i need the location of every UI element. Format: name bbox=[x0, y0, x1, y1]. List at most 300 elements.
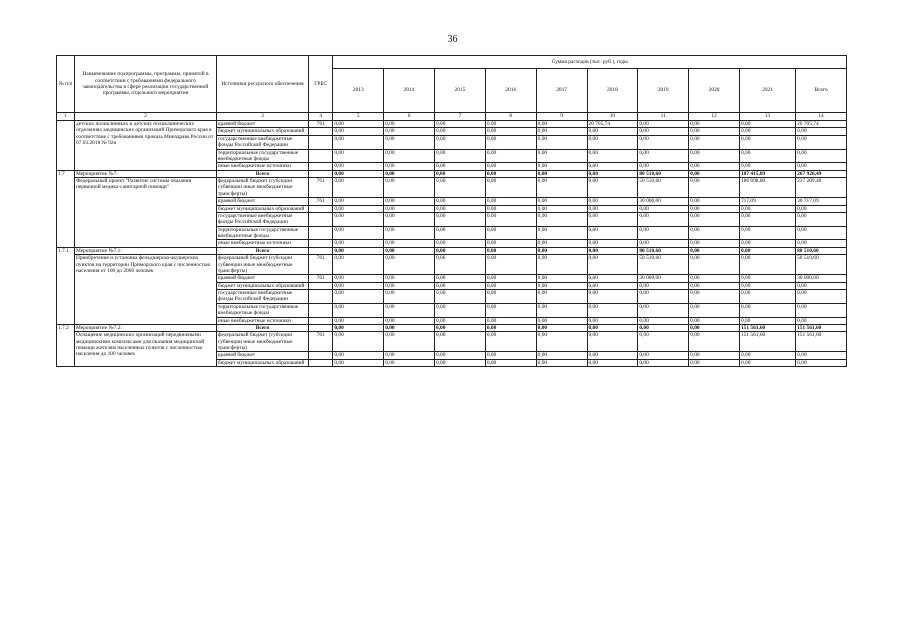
value-cell: 0,00 bbox=[796, 212, 847, 226]
total-value: 0,00 bbox=[333, 247, 384, 254]
column-number: 14 bbox=[796, 113, 847, 121]
value-cell: 0,00 bbox=[536, 303, 587, 317]
grbs-cell bbox=[309, 359, 333, 366]
value-cell: 0,00 bbox=[689, 121, 740, 128]
value-cell: 0,00 bbox=[435, 290, 486, 304]
source-cell: бюджет муниципальных образований bbox=[216, 205, 308, 212]
value-cell: 0,00 bbox=[384, 255, 435, 275]
value-cell: 0,00 bbox=[587, 163, 638, 170]
value-cell: 0,00 bbox=[796, 359, 847, 366]
value-cell: 0,00 bbox=[536, 240, 587, 247]
value-cell: 0,00 bbox=[435, 275, 486, 282]
value-cell: 0,00 bbox=[485, 198, 536, 205]
item-number: 1.7.2 bbox=[57, 324, 75, 366]
total-row bbox=[57, 247, 847, 254]
value-cell: 0,00 bbox=[536, 317, 587, 324]
total-value: 0,00 bbox=[689, 247, 740, 254]
item-name: Оснащение медицинских организаций передвижными медицинскими комплексами для оказания медицинской помощи жителям населенных пунктов с численностью населения до 100 человек bbox=[75, 332, 217, 367]
value-cell: 237 209,40 bbox=[796, 178, 847, 198]
total-value: 0,00 bbox=[536, 247, 587, 254]
value-cell: 0,00 bbox=[739, 303, 795, 317]
value-cell: 0,00 bbox=[333, 352, 384, 359]
value-cell: 0,00 bbox=[485, 332, 536, 352]
value-cell: 0,00 bbox=[796, 163, 847, 170]
value-cell: 0,00 bbox=[689, 163, 740, 170]
value-cell: 0,00 bbox=[384, 303, 435, 317]
value-cell: 0,00 bbox=[536, 205, 587, 212]
value-cell: 0,00 bbox=[384, 135, 435, 149]
total-value: 0,00 bbox=[384, 324, 435, 331]
grbs-cell: 761 bbox=[309, 178, 333, 198]
total-value: 80 510,60 bbox=[638, 247, 689, 254]
value-cell: 0,00 bbox=[638, 212, 689, 226]
value-cell: 0,00 bbox=[485, 163, 536, 170]
column-number: 13 bbox=[739, 113, 795, 121]
value-cell: 30 000,00 bbox=[638, 198, 689, 205]
value-cell: 0,00 bbox=[333, 121, 384, 128]
value-cell: 0,00 bbox=[689, 178, 740, 198]
header-year: 2018 bbox=[587, 69, 638, 113]
value-cell: 30 717,09 bbox=[796, 198, 847, 205]
source-cell: государственные внебюджетные фонды Российской Федерации bbox=[216, 135, 308, 149]
value-cell: 0,00 bbox=[587, 275, 638, 282]
column-number: 7 bbox=[435, 113, 486, 121]
value-cell: 0,00 bbox=[384, 359, 435, 366]
value-cell: 0,00 bbox=[587, 359, 638, 366]
source-cell: иные внебюджетные источники bbox=[216, 240, 308, 247]
value-cell: 0,00 bbox=[638, 317, 689, 324]
value-cell: 0,00 bbox=[536, 255, 587, 275]
value-cell: 20 705,74 bbox=[587, 121, 638, 128]
value-cell: 0,00 bbox=[689, 226, 740, 240]
header-year: 2020 bbox=[689, 69, 740, 113]
item-title: Мероприятие №7: bbox=[75, 170, 217, 177]
value-cell: 0,00 bbox=[384, 290, 435, 304]
total-value: 0,00 bbox=[689, 170, 740, 177]
header-source: Источники ресурсного обеспечения bbox=[216, 56, 308, 113]
column-numbers-row bbox=[57, 113, 847, 121]
value-cell: 0,00 bbox=[384, 282, 435, 289]
total-value: 0,00 bbox=[536, 324, 587, 331]
value-cell: 0,00 bbox=[587, 303, 638, 317]
value-cell: 0,00 bbox=[638, 135, 689, 149]
value-cell: 0,00 bbox=[384, 128, 435, 135]
value-cell: 30 000,00 bbox=[638, 275, 689, 282]
value-cell: 0,00 bbox=[435, 282, 486, 289]
value-cell: 0,00 bbox=[536, 226, 587, 240]
value-cell: 0,00 bbox=[333, 317, 384, 324]
value-cell: 0,00 bbox=[689, 205, 740, 212]
value-cell: 0,00 bbox=[796, 149, 847, 163]
value-cell: 0,00 bbox=[485, 255, 536, 275]
value-cell: 0,00 bbox=[485, 128, 536, 135]
total-value: 0,00 bbox=[536, 170, 587, 177]
value-cell: 0,00 bbox=[587, 178, 638, 198]
value-cell: 0,00 bbox=[638, 290, 689, 304]
header-grbs: ГРБС bbox=[309, 56, 333, 113]
value-cell: 0,00 bbox=[536, 198, 587, 205]
value-cell: 0,00 bbox=[739, 205, 795, 212]
value-cell: 0,00 bbox=[689, 275, 740, 282]
value-cell: 0,00 bbox=[485, 240, 536, 247]
value-cell: 0,00 bbox=[333, 240, 384, 247]
value-cell: 0,00 bbox=[587, 255, 638, 275]
grbs-cell bbox=[309, 163, 333, 170]
total-value: 0,00 bbox=[739, 247, 795, 254]
source-cell: бюджет муниципальных образований bbox=[216, 282, 308, 289]
total-value: 0,00 bbox=[689, 324, 740, 331]
value-cell: 0,00 bbox=[435, 255, 486, 275]
total-value: 151 561,60 bbox=[739, 324, 795, 331]
total-value: 0,00 bbox=[384, 170, 435, 177]
column-number: 2 bbox=[75, 113, 217, 121]
grbs-cell: 761 bbox=[309, 198, 333, 205]
value-cell: 0,00 bbox=[485, 178, 536, 198]
header-sum: Сумма расходов (тыс. руб.), годы bbox=[333, 56, 847, 69]
value-cell: 0,00 bbox=[536, 359, 587, 366]
column-number: 8 bbox=[485, 113, 536, 121]
column-number: 11 bbox=[638, 113, 689, 121]
value-cell: 50 510,60 bbox=[796, 255, 847, 275]
item-number bbox=[57, 121, 75, 171]
header-year: Всего bbox=[796, 69, 847, 113]
column-number: 4 bbox=[309, 113, 333, 121]
value-cell: 0,00 bbox=[333, 255, 384, 275]
grbs-cell bbox=[309, 135, 333, 149]
source-cell: территориальные государственные внебюджетные фонды bbox=[216, 303, 308, 317]
header-year: 2016 bbox=[485, 69, 536, 113]
value-cell: 0,00 bbox=[587, 226, 638, 240]
total-row bbox=[57, 170, 847, 177]
value-cell: 0,00 bbox=[689, 149, 740, 163]
value-cell: 0,00 bbox=[638, 303, 689, 317]
grbs-cell bbox=[309, 170, 333, 177]
total-value: 267 926,49 bbox=[796, 170, 847, 177]
total-value: 0,00 bbox=[435, 170, 486, 177]
value-cell: 0,00 bbox=[796, 226, 847, 240]
total-value: 0,00 bbox=[384, 247, 435, 254]
value-cell: 0,00 bbox=[435, 149, 486, 163]
value-cell: 0,00 bbox=[536, 178, 587, 198]
item-title: Мероприятие №7.1: bbox=[75, 247, 217, 254]
grbs-cell: 761 bbox=[309, 275, 333, 282]
value-cell: 0,00 bbox=[689, 359, 740, 366]
grbs-cell bbox=[309, 290, 333, 304]
column-number: 5 bbox=[333, 113, 384, 121]
value-cell: 0,00 bbox=[333, 163, 384, 170]
value-cell: 0,00 bbox=[739, 282, 795, 289]
value-cell: 0,00 bbox=[638, 282, 689, 289]
value-cell: 0,00 bbox=[485, 135, 536, 149]
item-name: Приобретение и установка фельдшерско-акушерских пунктов на территории Приморского края с численностью населения от 100 до 2000 человек bbox=[75, 255, 217, 325]
value-cell: 0,00 bbox=[689, 212, 740, 226]
value-cell: 0,00 bbox=[435, 303, 486, 317]
value-cell: 0,00 bbox=[587, 205, 638, 212]
total-label: Всего bbox=[216, 247, 308, 254]
value-cell: 0,00 bbox=[796, 290, 847, 304]
value-cell: 0,00 bbox=[485, 205, 536, 212]
value-cell: 0,00 bbox=[485, 226, 536, 240]
value-cell: 0,00 bbox=[796, 303, 847, 317]
value-cell: 0,00 bbox=[587, 198, 638, 205]
column-number: 3 bbox=[216, 113, 308, 121]
value-cell: 0,00 bbox=[536, 290, 587, 304]
value-cell: 0,00 bbox=[638, 163, 689, 170]
total-value: 0,00 bbox=[587, 247, 638, 254]
total-value: 0,00 bbox=[333, 170, 384, 177]
source-cell: бюджет муниципальных образований bbox=[216, 128, 308, 135]
value-cell: 0,00 bbox=[739, 352, 795, 359]
total-value: 0,00 bbox=[485, 170, 536, 177]
value-cell: 151 561,60 bbox=[739, 332, 795, 352]
value-cell: 0,00 bbox=[689, 135, 740, 149]
value-cell: 0,00 bbox=[333, 149, 384, 163]
value-cell: 0,00 bbox=[739, 359, 795, 366]
value-cell: 0,00 bbox=[739, 135, 795, 149]
header-year: 2019 bbox=[638, 69, 689, 113]
value-cell: 0,00 bbox=[796, 205, 847, 212]
item-name: Федеральный проект "Развитие системы оказания первичной медико-санитарной помощи" bbox=[75, 178, 217, 248]
column-number: 12 bbox=[689, 113, 740, 121]
value-cell: 0,00 bbox=[739, 128, 795, 135]
total-value: 80 510,60 bbox=[638, 170, 689, 177]
value-cell: 0,00 bbox=[485, 352, 536, 359]
total-value: 0,00 bbox=[435, 324, 486, 331]
value-cell: 0,00 bbox=[739, 121, 795, 128]
value-cell: 0,00 bbox=[333, 212, 384, 226]
column-number: 1 bbox=[57, 113, 75, 121]
value-cell: 0,00 bbox=[739, 255, 795, 275]
value-cell: 0,00 bbox=[689, 255, 740, 275]
value-cell: 0,00 bbox=[796, 240, 847, 247]
total-value: 0,00 bbox=[587, 170, 638, 177]
item-number: 1.7 bbox=[57, 170, 75, 247]
budget-table bbox=[56, 55, 847, 367]
value-cell: 0,00 bbox=[435, 205, 486, 212]
header-year: 2015 bbox=[435, 69, 486, 113]
value-cell: 186 698,80 bbox=[739, 178, 795, 198]
total-value: 187 415,89 bbox=[739, 170, 795, 177]
grbs-cell bbox=[309, 324, 333, 331]
value-cell: 0,00 bbox=[689, 240, 740, 247]
value-cell: 0,00 bbox=[638, 352, 689, 359]
value-cell: 0,00 bbox=[333, 135, 384, 149]
total-row bbox=[57, 324, 847, 331]
grbs-cell: 761 bbox=[309, 332, 333, 352]
value-cell: 0,00 bbox=[333, 226, 384, 240]
value-cell: 0,00 bbox=[485, 149, 536, 163]
value-cell: 0,00 bbox=[435, 212, 486, 226]
item-title: Мероприятие №7.2: bbox=[75, 324, 217, 331]
source-cell: территориальные государственные внебюджетные фонды bbox=[216, 149, 308, 163]
grbs-cell bbox=[309, 317, 333, 324]
value-cell: 0,00 bbox=[384, 332, 435, 352]
source-cell: государственные внебюджетные фонды Российской Федерации bbox=[216, 290, 308, 304]
grbs-cell bbox=[309, 303, 333, 317]
value-cell: 0,00 bbox=[587, 352, 638, 359]
value-cell: 0,00 bbox=[435, 317, 486, 324]
total-value: 0,00 bbox=[638, 324, 689, 331]
value-cell: 0,00 bbox=[485, 303, 536, 317]
value-cell: 0,00 bbox=[638, 121, 689, 128]
value-cell: 0,00 bbox=[638, 149, 689, 163]
value-cell: 0,00 bbox=[435, 121, 486, 128]
source-cell: краевой бюджет bbox=[216, 275, 308, 282]
grbs-cell bbox=[309, 205, 333, 212]
value-cell: 0,00 bbox=[536, 352, 587, 359]
value-cell: 0,00 bbox=[384, 226, 435, 240]
table-row bbox=[57, 332, 847, 352]
grbs-cell bbox=[309, 212, 333, 226]
value-cell: 0,00 bbox=[333, 359, 384, 366]
grbs-cell bbox=[309, 149, 333, 163]
value-cell: 0,00 bbox=[739, 149, 795, 163]
value-cell: 0,00 bbox=[796, 135, 847, 149]
value-cell: 0,00 bbox=[739, 317, 795, 324]
value-cell: 0,00 bbox=[333, 282, 384, 289]
value-cell: 0,00 bbox=[384, 240, 435, 247]
value-cell: 0,00 bbox=[689, 352, 740, 359]
total-value: 0,00 bbox=[587, 324, 638, 331]
value-cell: 0,00 bbox=[796, 128, 847, 135]
item-name: детских поликлиниках и детских поликлинических отделениях медицинских организаций Приморского края в соответствие с требованиями приказа Минздрава России от 07.03.2018 № 92н bbox=[75, 121, 217, 171]
header-row bbox=[57, 56, 847, 69]
value-cell: 0,00 bbox=[435, 128, 486, 135]
value-cell: 0,00 bbox=[587, 282, 638, 289]
value-cell: 0,00 bbox=[485, 121, 536, 128]
value-cell: 50 510,60 bbox=[638, 178, 689, 198]
header-year: 2013 bbox=[333, 69, 384, 113]
source-cell: краевой бюджет bbox=[216, 198, 308, 205]
value-cell: 0,00 bbox=[333, 205, 384, 212]
value-cell: 0,00 bbox=[587, 135, 638, 149]
value-cell: 0,00 bbox=[384, 149, 435, 163]
grbs-cell: 761 bbox=[309, 121, 333, 128]
value-cell: 0,00 bbox=[333, 275, 384, 282]
value-cell: 0,00 bbox=[739, 240, 795, 247]
value-cell: 0,00 bbox=[587, 212, 638, 226]
value-cell: 0,00 bbox=[435, 226, 486, 240]
item-number: 1.7.1 bbox=[57, 247, 75, 324]
value-cell: 0,00 bbox=[435, 135, 486, 149]
header-year: 2021 bbox=[739, 69, 795, 113]
total-value: 0,00 bbox=[485, 324, 536, 331]
value-cell: 0,00 bbox=[689, 282, 740, 289]
value-cell: 0,00 bbox=[739, 212, 795, 226]
value-cell: 0,00 bbox=[638, 332, 689, 352]
value-cell: 0,00 bbox=[536, 212, 587, 226]
value-cell: 0,00 bbox=[739, 226, 795, 240]
grbs-cell: 761 bbox=[309, 255, 333, 275]
value-cell: 50 510,60 bbox=[638, 255, 689, 275]
header-year: 2017 bbox=[536, 69, 587, 113]
source-cell: иные внебюджетные источники bbox=[216, 163, 308, 170]
table-row bbox=[57, 121, 847, 128]
value-cell: 0,00 bbox=[638, 205, 689, 212]
value-cell: 0,00 bbox=[384, 317, 435, 324]
value-cell: 0,00 bbox=[796, 282, 847, 289]
value-cell: 0,00 bbox=[384, 121, 435, 128]
table-row bbox=[57, 255, 847, 275]
value-cell: 30 000,00 bbox=[796, 275, 847, 282]
grbs-cell bbox=[309, 282, 333, 289]
value-cell: 0,00 bbox=[536, 135, 587, 149]
value-cell: 20 705,74 bbox=[796, 121, 847, 128]
value-cell: 0,00 bbox=[485, 275, 536, 282]
value-cell: 0,00 bbox=[333, 290, 384, 304]
value-cell: 0,00 bbox=[638, 128, 689, 135]
value-cell: 0,00 bbox=[384, 178, 435, 198]
value-cell: 717,09 bbox=[739, 198, 795, 205]
source-cell: бюджет муниципальных образований bbox=[216, 359, 308, 366]
source-cell: государственные внебюджетные фонды Российской Федерации bbox=[216, 212, 308, 226]
value-cell: 0,00 bbox=[536, 275, 587, 282]
grbs-cell bbox=[309, 240, 333, 247]
value-cell: 0,00 bbox=[739, 163, 795, 170]
page-number: 36 bbox=[447, 34, 458, 45]
source-cell: краевой бюджет bbox=[216, 352, 308, 359]
value-cell: 0,00 bbox=[739, 275, 795, 282]
value-cell: 0,00 bbox=[333, 332, 384, 352]
value-cell: 0,00 bbox=[587, 149, 638, 163]
value-cell: 0,00 bbox=[587, 332, 638, 352]
value-cell: 0,00 bbox=[689, 317, 740, 324]
source-cell: федеральный бюджет (субсидии субвенции иные межбюджетные трансферты) bbox=[216, 332, 308, 352]
value-cell: 151 561,60 bbox=[796, 332, 847, 352]
value-cell: 0,00 bbox=[689, 290, 740, 304]
value-cell: 0,00 bbox=[536, 121, 587, 128]
value-cell: 0,00 bbox=[536, 149, 587, 163]
value-cell: 0,00 bbox=[536, 282, 587, 289]
value-cell: 0,00 bbox=[435, 198, 486, 205]
value-cell: 0,00 bbox=[796, 317, 847, 324]
value-cell: 0,00 bbox=[485, 212, 536, 226]
grbs-cell bbox=[309, 128, 333, 135]
value-cell: 0,00 bbox=[689, 128, 740, 135]
value-cell: 0,00 bbox=[333, 178, 384, 198]
total-label: Всего bbox=[216, 170, 308, 177]
value-cell: 0,00 bbox=[689, 198, 740, 205]
value-cell: 0,00 bbox=[384, 163, 435, 170]
value-cell: 0,00 bbox=[435, 178, 486, 198]
column-number: 10 bbox=[587, 113, 638, 121]
value-cell: 0,00 bbox=[485, 359, 536, 366]
header-year: 2014 bbox=[384, 69, 435, 113]
value-cell: 0,00 bbox=[384, 198, 435, 205]
source-cell: краевой бюджет bbox=[216, 121, 308, 128]
value-cell: 0,00 bbox=[689, 303, 740, 317]
total-value: 0,00 bbox=[333, 324, 384, 331]
grbs-cell bbox=[309, 226, 333, 240]
value-cell: 0,00 bbox=[333, 198, 384, 205]
value-cell: 0,00 bbox=[333, 128, 384, 135]
value-cell: 0,00 bbox=[638, 226, 689, 240]
source-cell: федеральный бюджет (субсидии субвенции иные межбюджетные трансферты) bbox=[216, 178, 308, 198]
value-cell: 0,00 bbox=[587, 240, 638, 247]
value-cell: 0,00 bbox=[739, 290, 795, 304]
value-cell: 0,00 bbox=[796, 352, 847, 359]
value-cell: 0,00 bbox=[536, 332, 587, 352]
total-value: 0,00 bbox=[485, 247, 536, 254]
value-cell: 0,00 bbox=[333, 303, 384, 317]
source-cell: иные внебюджетные источники bbox=[216, 317, 308, 324]
source-cell: территориальные государственные внебюджетные фонды bbox=[216, 226, 308, 240]
value-cell: 0,00 bbox=[435, 240, 486, 247]
value-cell: 0,00 bbox=[536, 163, 587, 170]
table-row bbox=[57, 178, 847, 198]
value-cell: 0,00 bbox=[384, 205, 435, 212]
value-cell: 0,00 bbox=[384, 212, 435, 226]
